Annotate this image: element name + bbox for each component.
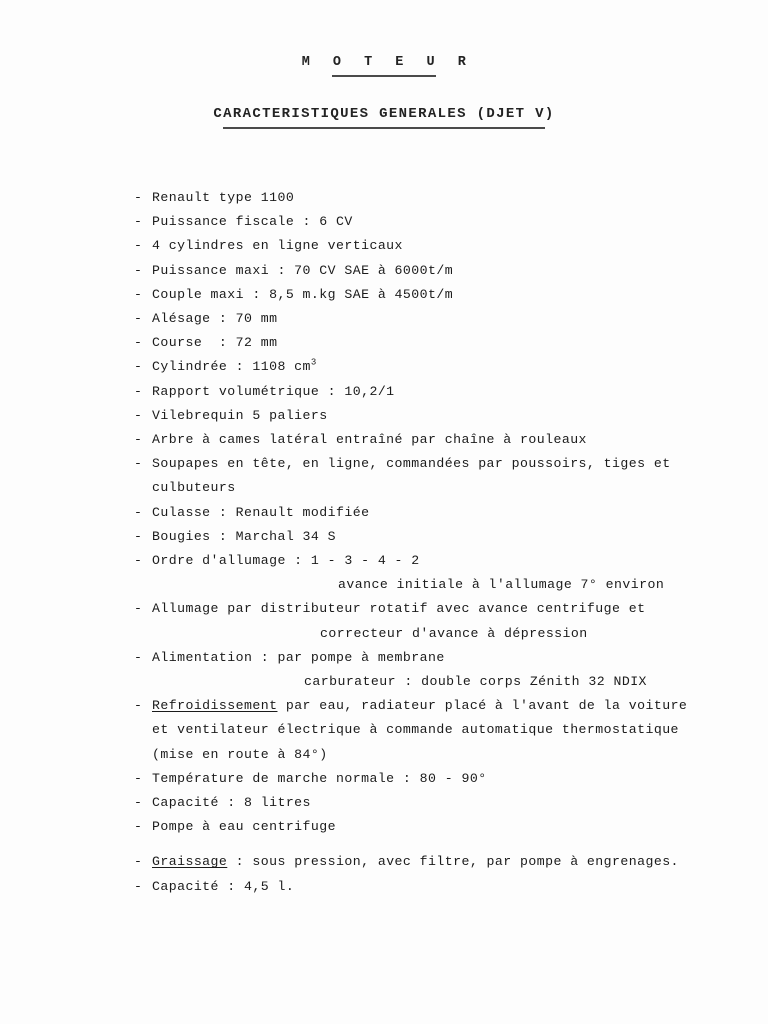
- bullet-dash: -: [134, 795, 143, 811]
- bullet-dash: -: [134, 383, 143, 399]
- bullet-dash: -: [134, 335, 143, 351]
- spec-text: Pompe à eau centrifuge: [152, 819, 337, 835]
- list-item-rapport-volumetrique: [134, 380, 754, 404]
- list-item-course: [134, 331, 754, 355]
- spec-text: Ordre d'allumage : 1 - 3 - 4 - 2: [152, 553, 420, 569]
- bullet-dash: -: [134, 819, 143, 835]
- list-item-soupapes: [134, 452, 754, 500]
- spec-subline-correcteur: correcteur d'avance à dépression: [320, 625, 588, 641]
- list-item-ordre-allumage: [134, 549, 754, 597]
- list-item-allumage: [134, 597, 754, 645]
- spec-text-continuation: culbuteurs: [152, 480, 236, 496]
- spec-text: Alimentation : par pompe à membrane: [152, 649, 445, 665]
- spec-text: Capacité : 4,5 l.: [152, 878, 295, 894]
- spec-text: Allumage par distributeur rotatif avec avance centrifuge et: [152, 601, 646, 617]
- spec-text: Température de marche normale : 80 - 90°: [152, 770, 487, 786]
- list-item-cylindres: [134, 234, 754, 258]
- list-item-alimentation: [134, 646, 754, 694]
- spec-text: Arbre à cames latéral entraîné par chaîne à rouleaux: [152, 432, 587, 448]
- spec-keyword-refroidissement: Refroidissement: [152, 698, 278, 714]
- bullet-dash: -: [134, 432, 143, 448]
- page-title: M O T E U R: [301, 55, 474, 70]
- bullet-dash: -: [134, 286, 143, 302]
- spec-text: Couple maxi : 8,5 m.kg SAE à 4500t/m: [152, 286, 454, 302]
- list-item-capacite-huile: [134, 875, 754, 899]
- list-item-capacite-eau: [134, 791, 754, 815]
- list-item-alesage: [134, 307, 754, 331]
- bullet-dash: -: [134, 407, 143, 423]
- bullet-dash: -: [134, 190, 143, 205]
- bullet-dash: -: [134, 649, 143, 665]
- list-item-couple-maxi: [134, 283, 754, 307]
- list-item-cylindree: [134, 355, 754, 379]
- bullet-dash: -: [134, 504, 143, 520]
- document-subtitle-block: [0, 104, 768, 129]
- bullet-dash: -: [134, 528, 143, 544]
- bullet-dash: -: [134, 878, 143, 894]
- bullet-dash: -: [134, 214, 143, 230]
- section-gap: [134, 839, 754, 850]
- bullet-dash: -: [134, 553, 143, 569]
- spec-text: Puissance fiscale : 6 CV: [152, 214, 353, 230]
- spec-text: Soupapes en tête, en ligne, commandées par poussoirs, tiges et: [152, 456, 671, 472]
- list-item-refroidissement: [134, 694, 754, 767]
- spec-text: Bougies : Marchal 34 S: [152, 528, 337, 544]
- bullet-dash: -: [134, 311, 143, 327]
- list-item-temperature: [134, 767, 754, 791]
- spec-text: Vilebrequin 5 paliers: [152, 407, 328, 423]
- spec-text: Cylindrée : 1108 cm: [152, 359, 311, 375]
- spec-text: 4 cylindres en ligne verticaux: [152, 238, 403, 254]
- spec-text: Alésage : 70 mm: [152, 311, 278, 327]
- bullet-dash: -: [134, 238, 143, 254]
- document-title-block: [0, 52, 768, 77]
- bullet-dash: -: [134, 262, 143, 278]
- cylindree-exponent: 3: [310, 358, 317, 369]
- spec-text: Puissance maxi : 70 CV SAE à 6000t/m: [152, 262, 454, 278]
- bullet-dash: -: [134, 456, 143, 472]
- page-subtitle: CARACTERISTIQUES GENERALES (DJET V): [213, 106, 555, 122]
- list-item-culasse: [134, 501, 754, 525]
- list-item-graissage: [134, 850, 754, 874]
- list-item-puissance-maxi: [134, 259, 754, 283]
- spec-text: : sous pression, avec filtre, par pompe à engrenages.: [227, 854, 679, 870]
- list-item-arbre-a-cames: [134, 428, 754, 452]
- list-item-pompe-a-eau: [134, 815, 754, 839]
- list-item-vilebrequin: [134, 404, 754, 428]
- spec-text: Rapport volumétrique : 10,2/1: [152, 383, 395, 399]
- spec-keyword-graissage: Graissage: [152, 854, 228, 870]
- spec-subline-carburateur: carburateur : double corps Zénith 32 NDIX: [304, 674, 647, 690]
- spec-text: Course : 72 mm: [152, 335, 278, 351]
- spec-text-continuation: (mise en route à 84°): [152, 746, 328, 762]
- title-underline-rule: [332, 75, 436, 77]
- specifications-list: [134, 186, 754, 899]
- list-item-engine-type: [134, 186, 754, 210]
- bullet-dash: -: [134, 359, 143, 375]
- list-item-puissance-fiscale: [134, 210, 754, 234]
- bullet-dash: -: [134, 854, 143, 870]
- subtitle-underline-rule: [223, 127, 545, 129]
- spec-text: Capacité : 8 litres: [152, 795, 311, 811]
- spec-subline-avance-initiale: avance initiale à l'allumage 7° environ: [338, 577, 665, 593]
- bullet-dash: -: [134, 770, 143, 786]
- spec-text: Culasse : Renault modifiée: [152, 504, 370, 520]
- list-item-bougies: [134, 525, 754, 549]
- spec-text: Renault type 1100: [152, 190, 295, 205]
- spec-text: par eau, radiateur placé à l'avant de la voiture: [277, 698, 688, 714]
- spec-text-continuation: et ventilateur électrique à commande automatique thermostatique: [152, 722, 679, 738]
- bullet-dash: -: [134, 698, 143, 714]
- bullet-dash: -: [134, 601, 143, 617]
